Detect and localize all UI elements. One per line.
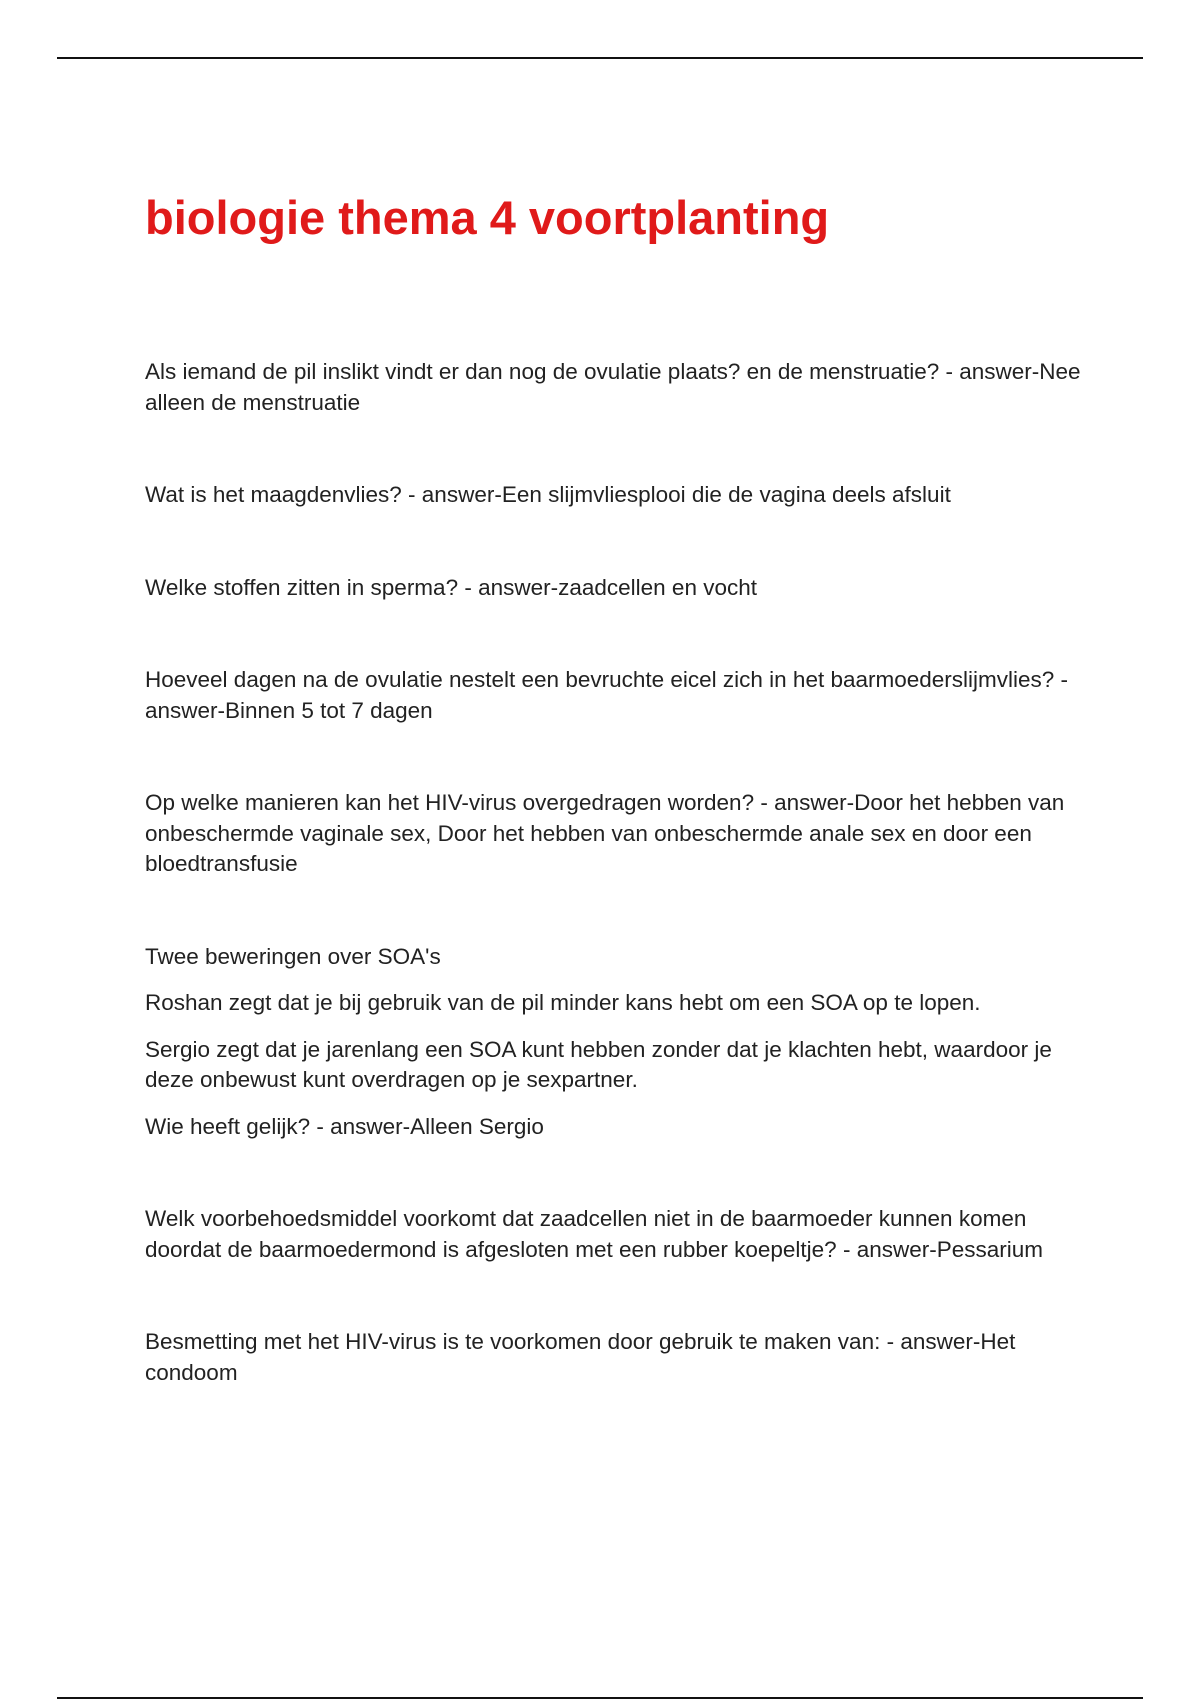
qa-item-implantation: Hoeveel dagen na de ovulatie nestelt een bevruchte eicel zich in het baarmoederslijmvlies? - answer-Binnen 5 tot 7 dagen xyxy=(145,667,1069,723)
qa-item-sperm: Welke stoffen zitten in sperma? - answer-zaadcellen en vocht xyxy=(145,574,757,600)
qa-item-pill-ovulation: Als iemand de pil inslikt vindt er dan nog de ovulatie plaats? en de menstruatie? - answer-Nee alleen de menstruatie xyxy=(145,359,1081,415)
qa-item-soa-roshan: Roshan zegt dat je bij gebruik van de pil minder kans hebt om een SOA op te lopen. xyxy=(145,990,981,1015)
qa-item-hiv-transmission: Op welke manieren kan het HIV-virus overgedragen worden? - answer-Door het hebben van onbeschermde vaginale sex, Door het hebben van onbeschermde anale sex en door een bloedtransfusie xyxy=(145,790,1065,876)
qa-item-pessarium: Welk voorbehoedsmiddel voorkomt dat zaadcellen niet in de baarmoeder kunnen komen doordat de baarmoedermond is afgesloten met een rubber koepeltje? - answer-Pessarium xyxy=(145,1206,1044,1262)
qa-item-soa-answer: Wie heeft gelijk? - answer-Alleen Sergio xyxy=(145,1113,544,1139)
qa-list xyxy=(145,357,1095,1388)
qa-item-soa-heading: Twee beweringen over SOA's xyxy=(145,943,441,969)
qa-item-soa-sergio: Sergio zegt dat je jarenlang een SOA kunt hebben zonder dat je klachten hebt, waardoor je deze onbewust kunt overdragen op je sexpartner. xyxy=(145,1036,1052,1092)
qa-item-condom: Besmetting met het HIV-virus is te voorkomen door gebruik te maken van: - answer-Het condoom xyxy=(145,1329,1016,1385)
top-rule xyxy=(57,57,1143,59)
bottom-rule xyxy=(57,1697,1143,1699)
document-title: biologie thema 4 voortplanting xyxy=(145,191,830,244)
qa-item-hymen: Wat is het maagdenvlies? - answer-Een slijmvliesplooi die de vagina deels afsluit xyxy=(145,482,951,507)
